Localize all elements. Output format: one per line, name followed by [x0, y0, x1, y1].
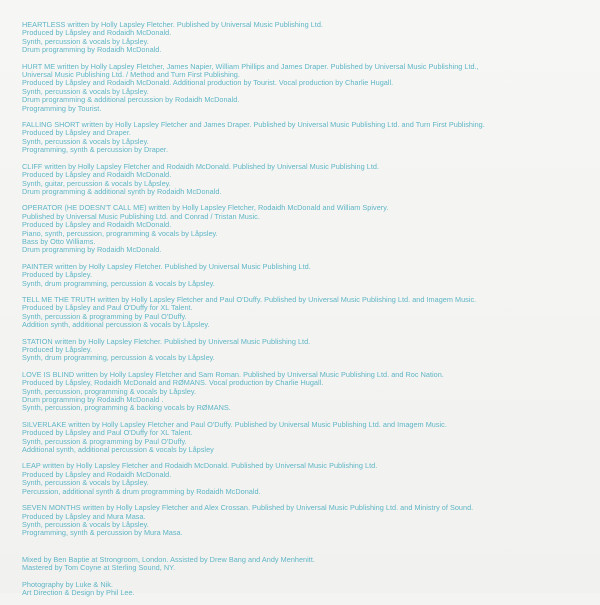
credit-line: Synth, percussion, programming & vocals by Låpsley.: [22, 386, 197, 396]
song-title: HURT ME: [22, 61, 56, 71]
design-credits: [22, 581, 582, 598]
credit-text: written by Holly Lapsley Fletcher. Published by Universal Music Publishing Ltd.: [67, 20, 323, 29]
credit-line: Drum programming & additional percussion by Rodaidh McDonald.: [22, 95, 240, 105]
credit-line: Produced by Låpsley and Rodaidh McDonald. Additional production by Tourist. Vocal production by Charlie Hugall.: [22, 78, 394, 88]
credits-column: [22, 21, 582, 605]
credit-block: [22, 204, 582, 254]
credit-line: Programming by Tourist.: [22, 103, 102, 113]
credit-text: written by Holly Lapsley Fletcher. Published by Universal Music Publishing Ltd.: [54, 336, 311, 346]
song-title: SILVERLAKE: [22, 419, 67, 429]
credit-line: Published by Universal Music Publishing Ltd. and Conrad / Tristan Music.: [22, 211, 260, 221]
credit-line: Produced by Låpsley and Rodaidh McDonald.: [22, 28, 172, 38]
credit-block: [22, 371, 582, 413]
credit-first-line: [22, 338, 582, 346]
credit-block: [22, 263, 582, 288]
credit-line: Additional synth, additional percussion & vocals by Låpsley: [22, 445, 214, 455]
credit-line: Produced by Låpsley.: [22, 345, 93, 354]
credit-text: written by Holly Lapsley Fletcher and Alex Crossan. Published by Universal Music Publishing Ltd. and Ministry of Sound.: [82, 503, 474, 513]
credit-block: [22, 63, 582, 113]
credit-text: written by Holly Lapsley Fletcher. Published by Universal Music Publishing Ltd.: [55, 261, 311, 271]
song-title: TELL ME THE TRUTH: [22, 294, 96, 304]
credit-first-line: [22, 263, 582, 271]
credit-block: [22, 504, 582, 538]
credit-block: [22, 338, 582, 363]
credit-line: Programming, synth & percussion by Mura Masa.: [22, 528, 183, 538]
credit-block: [22, 163, 582, 197]
song-title: FALLING SHORT: [22, 120, 80, 130]
credit-line: Produced by Låpsley, Rodaidh McDonald and RØMANS. Vocal production by Charlie Hugall.: [22, 378, 324, 388]
credit-line: Synth, percussion & vocals by Låpsley.: [22, 86, 149, 96]
credit-text: written by Holly Lapsley Fletcher and Paul O'Duffy. Published by Universal Music Publishing Ltd. and Imagem Music.: [97, 294, 477, 304]
credit-line: Universal Music Publishing Ltd. / Method and Turn First Publishing.: [22, 70, 240, 80]
credit-line: Drum programming by Rodaidh McDonald.: [22, 45, 162, 55]
credit-text: written by Holly Lapsley Fletcher and Paul O'Duffy. Published by Universal Music Publishing Ltd. and Imagem Music.: [68, 419, 447, 429]
credit-text: written by Holly Lapsley Fletcher and Rodaidh McDonald. Published by Universal Music Publishing Ltd.: [42, 461, 378, 471]
credit-line: Produced by Låpsley and Rodaidh McDonald.: [22, 220, 172, 230]
credit-line: Produced by Låpsley and Paul O'Duffy for XL Talent.: [22, 303, 193, 313]
credit-line: Synth, percussion & vocals by Låpsley.: [22, 478, 149, 488]
credit-line: Addition synth, additional percussion & vocals by Låpsley.: [22, 320, 210, 330]
credit-line: Produced by Låpsley and Rodaidh McDonald.: [22, 469, 172, 479]
mixing-credits: [22, 556, 582, 573]
mixing-line: Mixed by Ben Baptie at Strongroom, London. Assisted by Drew Bang and Andy Menhenitt.: [22, 554, 315, 564]
credit-line: Synth, guitar, percussion & vocals by Låpsley.: [22, 178, 171, 188]
song-title: PAINTER: [22, 261, 54, 271]
credit-line: Produced by Låpsley.: [22, 270, 93, 280]
credit-line: Bass by Otto Williams.: [22, 236, 96, 246]
credit-line: Synth, drum programming, percussion & vocals by Låpsley.: [22, 353, 215, 363]
credit-line: Percussion, additional synth & drum programming by Rodaidh McDonald.: [22, 486, 261, 496]
credit-line: Produced by Låpsley and Draper.: [22, 128, 131, 138]
credit-line: Synth, percussion & programming by Paul O'Duffy.: [22, 436, 187, 446]
credit-line: Produced by Låpsley and Mura Masa.: [22, 511, 146, 521]
credit-block: [22, 21, 582, 55]
credit-line: Synth, percussion & programming by Paul O'Duffy.: [22, 311, 187, 321]
song-title: LEAP: [22, 461, 41, 471]
credit-line: Synth, percussion & vocals by Låpsley.: [22, 136, 149, 146]
credit-line: Produced by Låpsley and Paul O'Duffy for XL Talent.: [22, 428, 193, 438]
credit-line: Synth, percussion & vocals by Låpsley.: [22, 36, 149, 46]
credit-line: Synth, percussion & vocals by Låpsley.: [22, 519, 149, 529]
credit-block: [22, 462, 582, 496]
song-title: OPERATOR (HE DOESN'T CALL ME): [22, 203, 147, 213]
song-title: LOVE IS BLIND: [22, 369, 75, 379]
credit-block: [22, 296, 582, 330]
credit-line: Drum programming by Rodaidh McDonald .: [22, 395, 164, 405]
credit-block: [22, 421, 582, 455]
credit-text: written by Holly Lapsley Fletcher, James Napier, William Phillips and James Draper. Published by Universal Music Publishing Ltd.,: [57, 61, 479, 71]
credit-line: Piano, synth, percussion, programming & vocals by Låpsley.: [22, 228, 218, 238]
credit-block: [22, 121, 582, 155]
song-title: HEARTLESS: [22, 20, 66, 29]
design-line: Art Direction & Design by Phil Lee.: [22, 587, 135, 597]
song-title: SEVEN MONTHS: [22, 503, 81, 513]
credit-text: written by Holly Lapsley Fletcher and Rodaidh McDonald. Published by Universal Music Publishing Ltd.: [44, 161, 380, 171]
credit-line: Drum programming & additional synth by Rodaidh McDonald.: [22, 186, 222, 196]
credit-text: written by Holly Lapsley Fletcher, Rodaidh McDonald and William Spivery.: [148, 203, 389, 213]
credit-line: Produced by Låpsley and Rodaidh McDonald.: [22, 170, 172, 180]
credit-text: written by Holly Lapsley Fletcher and Sam Roman. Published by Universal Music Publishing Ltd. and Roc Nation.: [76, 369, 444, 379]
mixing-line: Mastered by Tom Coyne at Sterling Sound, NY.: [22, 563, 176, 573]
credit-line: Synth, drum programming, percussion & vocals by Låpsley.: [22, 278, 215, 288]
credit-line: Programming, synth & percussion by Draper.: [22, 145, 169, 155]
design-line: Photography by Luke & Nik.: [22, 579, 113, 589]
credit-line: Synth, percussion, programming & backing vocals by RØMANS.: [22, 403, 231, 413]
credit-text: written by Holly Lapsley Fletcher and James Draper. Published by Universal Music Publishing Ltd. and Turn First Publishing.: [81, 120, 485, 130]
credit-line: Drum programming by Rodaidh McDonald.: [22, 245, 162, 255]
song-title: CLIFF: [22, 161, 43, 171]
song-title: STATION: [22, 336, 53, 346]
